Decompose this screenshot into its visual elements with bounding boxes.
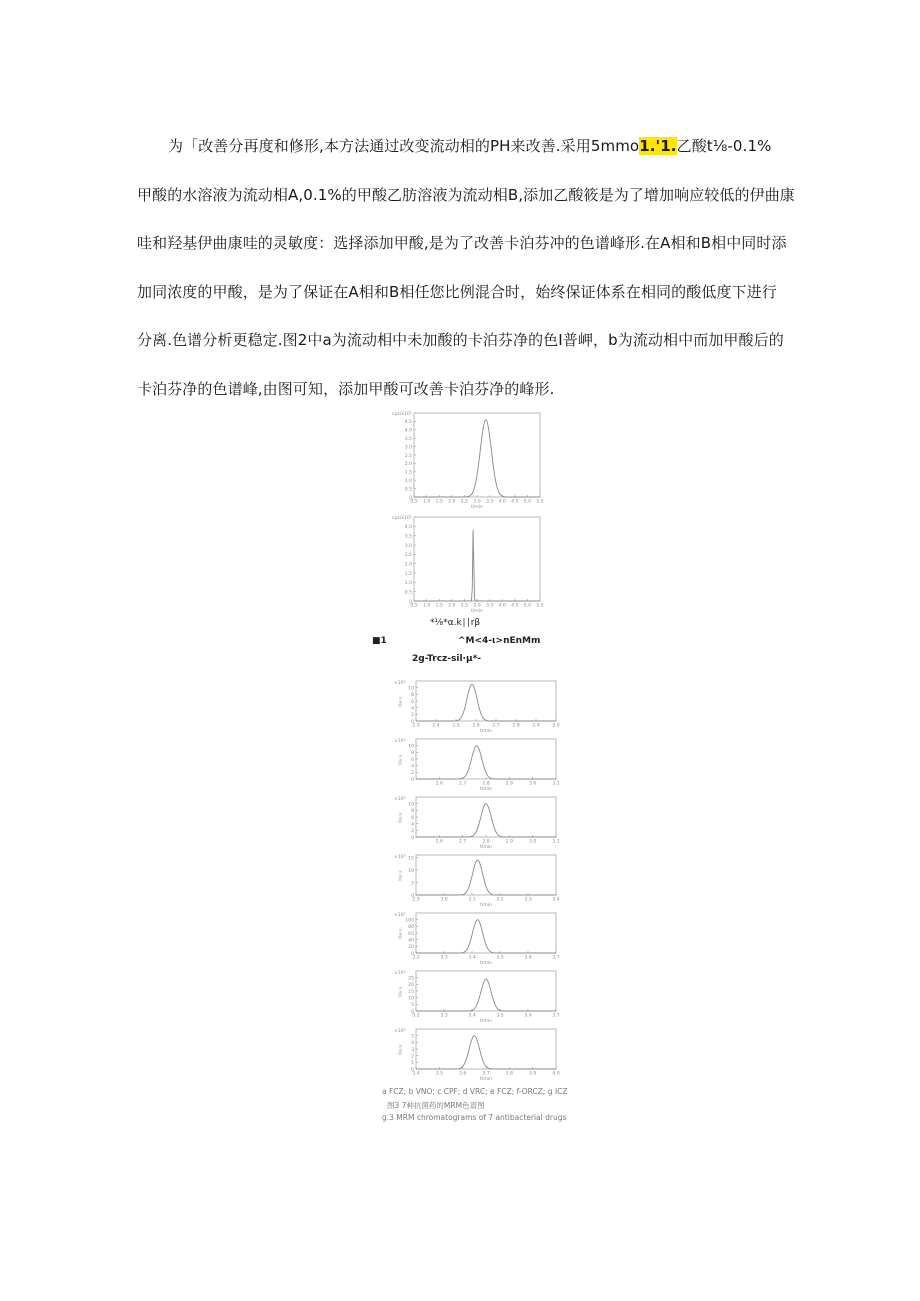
figure-3-chart [372, 675, 562, 1085]
x-tick-label: 2.7 [492, 723, 500, 729]
x-tick-label: 2.9 [505, 781, 513, 787]
x-tick-label: 2.3 [412, 723, 420, 729]
x-tick-label: 4.5 [511, 603, 519, 609]
x-axis-label: t/min [479, 903, 493, 909]
figure-2-caption-english: 2g-Trcz-sil∙μ*- [412, 654, 482, 664]
paragraph-line: 卡泊芬净的色谱峰,由图可知，添加甲酸可改善卡泊芬净的峰形. [137, 379, 555, 398]
y-exponent-label: ×10⁵ [394, 971, 406, 976]
y-tick-label: 2.5 [404, 453, 412, 459]
y-tick-label: 4.5 [404, 420, 412, 426]
x-tick-label: 3.7 [552, 955, 560, 961]
y-exponent-label: ×10⁵ [394, 855, 406, 860]
y-tick-label: 1.5 [404, 571, 412, 577]
y-tick-label: 10 [408, 802, 414, 808]
x-axis-label: t/min [479, 1019, 493, 1025]
y-tick-label: 5 [411, 1034, 414, 1040]
x-axis-label: t/min [470, 609, 484, 615]
y-tick-label: 1.0 [404, 479, 412, 484]
x-axis-label: t/min [479, 1077, 493, 1083]
y-tick-label: 0 [411, 1009, 414, 1015]
y-tick-label: 0 [411, 719, 414, 725]
x-tick-label: 2.4 [432, 723, 440, 729]
y-tick-label: 6 [411, 757, 414, 763]
x-tick-label: 1.0 [422, 603, 431, 609]
y-tick-label: 10 [408, 868, 414, 874]
x-tick-label: 5.5 [536, 499, 544, 505]
x-tick-label: 2.7 [459, 839, 467, 845]
y-tick-label: 2 [411, 1054, 414, 1060]
plot-frame [416, 971, 556, 1011]
x-tick-label: 3.5 [485, 603, 494, 609]
x-tick-label: 2.0 [448, 603, 456, 609]
figure-2-caption-title: ^M<4-ι>nEnMm [458, 636, 541, 646]
y-tick-label: 2.0 [404, 462, 412, 468]
x-tick-label: 3.2 [412, 1013, 420, 1019]
x-axis-label: t/min [479, 729, 493, 735]
figure-2-caption-1: *⅛*α.k∣∣rβ [430, 618, 481, 628]
x-tick-label: 3.5 [496, 955, 504, 961]
x-tick-label: 2.9 [532, 723, 540, 729]
chromatogram-trace [416, 979, 556, 1011]
y-tick-label: 0 [411, 1067, 414, 1073]
chromatogram-panel [394, 796, 560, 850]
x-tick-label: 3.2 [412, 955, 420, 961]
x-tick-label: 2.7 [459, 781, 467, 787]
paragraph-line-tail: 乙酸t⅛-0.1% [676, 137, 772, 155]
plot-frame [416, 855, 556, 895]
paragraph-line-text: 为「改善分再度和修形,本方法通过改变流动相的PH来改善.采用5mmo [168, 137, 640, 155]
x-tick-label: 3.6 [524, 1013, 532, 1019]
chromatogram-trace [416, 860, 556, 895]
y-tick-label: 100 [405, 918, 414, 924]
x-tick-label: 3.1 [468, 897, 476, 903]
chromatogram-panel [394, 1028, 560, 1082]
y-axis-label: cps/x10⁵ [392, 412, 412, 417]
plot-frame [414, 517, 540, 601]
chromatogram-trace [414, 420, 540, 497]
y-tick-label: 2 [411, 713, 414, 719]
y-tick-label: 3.5 [404, 534, 412, 540]
figure-2-caption-number: ■1 [372, 636, 387, 646]
x-tick-label: 2.5 [460, 603, 469, 609]
y-tick-label: 25 [408, 976, 414, 982]
paragraph-line: 加同浓度的甲酸，是为了保证在A相和B相任您比例混合时，始终保证体系在相同的酸低度下进行 [137, 282, 777, 301]
y-tick-label: 5 [411, 881, 414, 887]
x-tick-label: 3.4 [468, 1013, 476, 1019]
x-tick-label: 1.0 [422, 499, 431, 505]
paragraph-line: 甲酸的水溶液为流动相A,0.1%的甲酸乙肪溶液为流动相B,添加乙酸筱是为了增加响应较低的伊曲康 [137, 185, 795, 204]
y-tick-label: 0 [411, 835, 414, 841]
x-tick-label: 3.2 [496, 897, 504, 903]
x-axis-label: t/min [479, 787, 493, 793]
chromatogram-trace [416, 684, 556, 721]
y-tick-label: 2.0 [404, 562, 412, 568]
y-tick-label: 4 [411, 764, 414, 770]
x-tick-label: 4.5 [511, 499, 519, 505]
x-tick-label: 2.6 [435, 839, 443, 845]
y-tick-label: 1 [411, 1061, 414, 1067]
y-tick-label: 4.0 [404, 428, 412, 434]
x-tick-label: 3.3 [524, 897, 532, 903]
x-tick-label: 2.6 [472, 723, 480, 729]
figure-3-caption-legend: a FCZ; b VNO; c CPF; d VRC; e FCZ; f-ORCZ; g ICZ [382, 1087, 568, 1096]
y-tick-label: 0.5 [404, 590, 412, 596]
chromatogram-panel [394, 912, 560, 966]
y-tick-label: 40 [408, 938, 414, 944]
body-paragraph [137, 122, 797, 413]
x-tick-label: 1.5 [435, 603, 443, 609]
x-tick-label: 4.0 [498, 603, 506, 609]
y-tick-label: 3.0 [404, 543, 412, 549]
x-tick-label: 3.6 [524, 955, 532, 961]
x-tick-label: 3.8 [505, 1071, 513, 1077]
x-tick-label: 2.9 [505, 839, 513, 845]
highlighted-text: 1.'1. [639, 137, 677, 155]
x-tick-label: 4.0 [498, 499, 506, 505]
x-tick-label: 3.0 [473, 499, 481, 505]
x-axis-label: t/min [470, 505, 484, 511]
x-axis-label: t/min [479, 845, 493, 851]
x-tick-label: 0.5 [410, 499, 418, 505]
y-tick-label: 20 [408, 983, 414, 989]
y-tick-label: 3.0 [404, 445, 412, 451]
y-axis-label: I/a.u. [398, 753, 404, 765]
chromatogram-trace [414, 530, 540, 601]
y-tick-label: 1.0 [404, 581, 412, 587]
y-tick-label: 4 [411, 706, 414, 712]
y-tick-label: 60 [408, 931, 414, 937]
paragraph-line [137, 122, 797, 171]
y-tick-label: 0 [411, 951, 414, 957]
x-tick-label: 2.9 [412, 897, 420, 903]
y-tick-label: 2 [411, 771, 414, 777]
plot-frame [414, 413, 540, 497]
figure-3-caption-english: g.3 MRM chromatograms of 7 antibacterial drugs [382, 1113, 567, 1122]
plot-frame [416, 1029, 556, 1069]
y-axis-label: I/a.u. [398, 695, 404, 707]
y-tick-label: 4 [411, 822, 414, 828]
x-tick-label: 2.5 [460, 499, 469, 505]
x-tick-label: 2.6 [435, 781, 443, 787]
y-tick-label: 20 [408, 945, 414, 951]
y-tick-label: 0.5 [404, 487, 412, 493]
x-tick-label: 3.1 [552, 839, 560, 845]
chromatogram-panel [394, 854, 560, 908]
y-tick-label: 0 [411, 777, 414, 783]
plot-frame [416, 913, 556, 953]
y-tick-label: 10 [408, 744, 414, 750]
x-tick-label: 3.5 [435, 1071, 443, 1077]
chromatogram-panel [394, 680, 560, 734]
x-tick-label: 3.4 [412, 1071, 420, 1077]
figure-2-chart [370, 405, 550, 617]
y-tick-label: 10 [408, 996, 414, 1002]
x-tick-label: 3.4 [552, 897, 560, 903]
y-axis-label: I/a.u. [398, 927, 404, 939]
y-axis-label: I/a.u. [398, 985, 404, 997]
paragraph-line: 哇和羟基伊曲康哇的灵敏度：选择添加甲酸,是为了改善卡泊芬冲的色谱峰形.在A相和B相中同时添 [137, 234, 787, 252]
chromatogram-trace [416, 1036, 556, 1069]
chromatogram-panel [392, 515, 544, 614]
y-tick-label: 8 [411, 751, 414, 757]
y-axis-label: I/a.u. [398, 811, 404, 823]
x-tick-label: 5.0 [523, 603, 532, 609]
figure-3-caption-title: 图3 7种抗菌药的MRM色谱图 [387, 1101, 485, 1110]
x-tick-label: 2.0 [448, 499, 456, 505]
x-tick-label: 4.0 [552, 1071, 560, 1077]
y-tick-label: 80 [408, 925, 414, 931]
y-tick-label: 8 [411, 809, 414, 815]
x-tick-label: 3.6 [459, 1071, 467, 1077]
y-tick-label: 4.0 [404, 525, 412, 531]
x-tick-label: 3.3 [440, 1013, 448, 1019]
chromatogram-panel [394, 970, 560, 1024]
y-tick-label: 8 [411, 693, 414, 699]
x-tick-label: 3.0 [529, 781, 537, 787]
x-tick-label: 3.7 [552, 1013, 560, 1019]
y-tick-label: 3 [411, 1047, 414, 1053]
x-tick-label: 3.0 [440, 897, 448, 903]
x-tick-label: 3.0 [529, 839, 537, 845]
chromatogram-panel [394, 738, 560, 792]
paragraph-line: 分离.色谱分析更稳定.图2中a为流动相中未加酸的卡泊芬净的色I普岬，b为流动相中而加甲酸后的 [137, 331, 784, 349]
y-exponent-label: ×10⁵ [394, 1029, 406, 1034]
figure-3 [372, 675, 568, 1135]
x-tick-label: 0.5 [410, 603, 418, 609]
x-tick-label: 3.0 [552, 723, 560, 729]
y-exponent-label: ×10⁵ [394, 913, 406, 918]
chromatogram-trace [416, 920, 556, 953]
y-tick-label: 2.5 [404, 553, 412, 559]
x-tick-label: 5.0 [523, 499, 532, 505]
y-tick-label: 0 [409, 599, 412, 605]
x-tick-label: 2.5 [452, 723, 460, 729]
y-exponent-label: ×10⁵ [394, 739, 406, 744]
y-tick-label: 0 [409, 495, 412, 501]
y-tick-label: 10 [408, 686, 414, 692]
y-tick-label: 0 [411, 893, 414, 899]
x-tick-label: 3.1 [552, 781, 560, 787]
x-tick-label: 3.0 [473, 603, 481, 609]
x-axis-label: t/min [479, 961, 493, 967]
y-tick-label: 4 [411, 1041, 414, 1047]
plot-frame [416, 681, 556, 721]
y-tick-label: 3.5 [404, 437, 412, 442]
x-tick-label: 3.4 [468, 955, 476, 961]
y-exponent-label: ×10⁵ [394, 797, 406, 802]
figure-2 [370, 405, 550, 665]
x-tick-label: 2.8 [512, 723, 520, 729]
y-tick-label: 15 [408, 856, 414, 862]
x-tick-label: 3.7 [482, 1071, 490, 1077]
x-tick-label: 3.3 [440, 955, 448, 961]
y-exponent-label: ×10⁵ [394, 681, 406, 686]
y-tick-label: 15 [408, 989, 414, 995]
y-tick-label: 6 [411, 815, 414, 821]
x-tick-label: 1.5 [435, 499, 443, 505]
plot-frame [416, 797, 556, 837]
x-tick-label: 2.8 [482, 839, 490, 845]
y-tick-label: 1.5 [404, 470, 412, 476]
y-axis-label: cps/x10⁵ [392, 516, 412, 521]
x-tick-label: 5.5 [536, 603, 544, 609]
y-tick-label: 5 [411, 1003, 414, 1009]
x-tick-label: 2.8 [482, 781, 490, 787]
x-tick-label: 3.5 [485, 499, 494, 505]
y-axis-label: I/a.u. [398, 1043, 404, 1055]
y-tick-label: 6 [411, 699, 414, 705]
chromatogram-panel [392, 411, 544, 510]
y-tick-label: 2 [411, 829, 414, 835]
x-tick-label: 3.5 [496, 1013, 504, 1019]
x-tick-label: 3.9 [529, 1071, 537, 1077]
y-axis-label: I/a.u. [398, 869, 404, 881]
chromatogram-trace [416, 746, 556, 779]
chromatogram-trace [416, 804, 556, 837]
